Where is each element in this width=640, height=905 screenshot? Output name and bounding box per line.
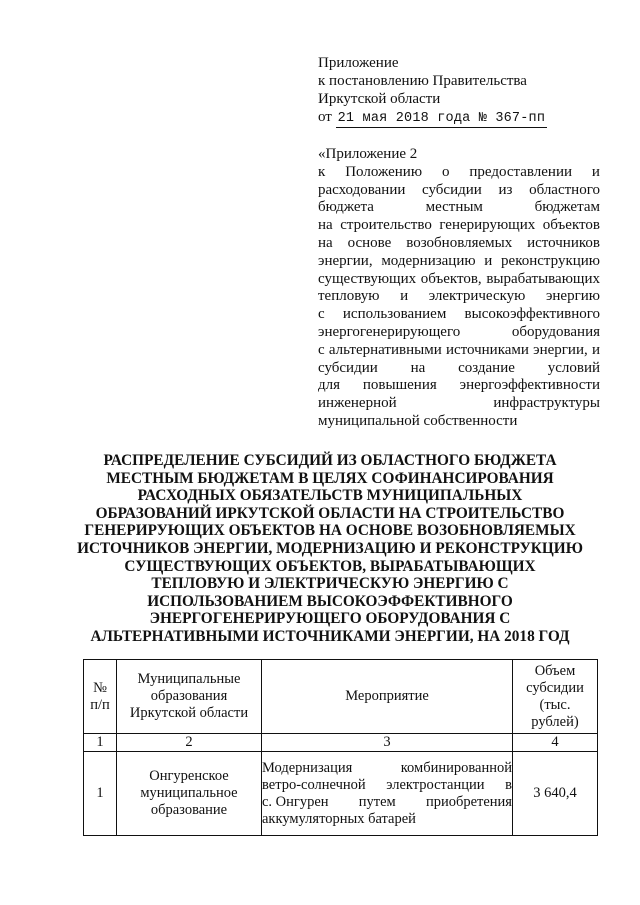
measure-word: ветро-солнечной	[262, 776, 366, 793]
appendix-word: объектов	[542, 217, 600, 234]
row-num: 1	[84, 752, 117, 836]
header-amount-line: (тыс.	[539, 696, 571, 713]
appendix-word: Положению	[345, 163, 423, 180]
appendix-word: объектов,	[420, 270, 482, 287]
approval-date-typed: 21 мая 2018 года № 367-пп	[337, 111, 546, 126]
appendix-word: источников	[527, 234, 600, 251]
appendix-word: бюджетам	[534, 199, 600, 216]
appendix-word: субсидии	[422, 181, 482, 198]
header-municipality	[117, 660, 262, 734]
column-number-row	[84, 734, 598, 752]
appendix-word: модернизацию	[381, 252, 476, 269]
appendix-word: альтернативными	[328, 341, 442, 358]
document-title	[60, 452, 600, 646]
measure-word: путем	[358, 793, 396, 810]
appendix-word: возобновляемых	[406, 234, 513, 251]
appendix-word: на	[410, 359, 426, 376]
appendix-word: существующих	[318, 270, 417, 287]
appendix-word: высокоэффективного	[464, 306, 600, 323]
appendix-line	[318, 288, 600, 306]
appendix-word: на	[318, 217, 333, 234]
appendix-word: инженерной	[318, 395, 397, 412]
title-line: ИСТОЧНИКОВ ЭНЕРГИИ, МОДЕРНИЗАЦИЮ И РЕКОНСТРУКЦИЮ	[77, 539, 583, 557]
appendix-word: о	[441, 163, 450, 180]
appendix-word: и	[484, 252, 493, 269]
header-num	[84, 660, 117, 734]
header-municipality-line: Иркутской области	[129, 705, 249, 721]
title-line: ЭНЕРГОГЕНЕРИРУЮЩЕГО ОБОРУДОВАНИЯ С	[149, 610, 511, 628]
approval-line-2: к постановлению Правительства	[318, 73, 527, 89]
appendix-word: энергию	[545, 288, 600, 305]
appendix-line	[318, 271, 600, 289]
appendix-word: генерирующих	[439, 217, 536, 234]
appendix-line	[318, 413, 600, 431]
appendix-line	[318, 235, 600, 253]
row-amount: 3 640,4	[513, 752, 598, 836]
appendix-word: местным	[425, 199, 483, 216]
measure-word: Модернизация	[262, 759, 353, 776]
appendix-word: областного	[529, 181, 600, 198]
appendix-line	[318, 360, 600, 378]
title-line: ОБРАЗОВАНИЙ ИРКУТСКОЙ ОБЛАСТИ НА СТРОИТЕЛЬСТВО	[95, 504, 565, 522]
appendix-word: повышения	[362, 377, 437, 394]
appendix-word: муниципальной собственности	[318, 412, 518, 429]
appendix-line	[318, 146, 600, 164]
approval-date-line	[318, 108, 598, 128]
appendix-line	[318, 342, 600, 360]
measure-word: аккумуляторных батарей	[262, 810, 416, 827]
approval-block	[318, 54, 598, 128]
appendix-word: энергоэффективности	[459, 377, 600, 394]
appendix-word: «Приложение 2	[318, 146, 418, 162]
header-amount-line: рублей)	[531, 713, 579, 730]
measure-word: в	[505, 776, 512, 793]
column-number: 3	[262, 734, 513, 752]
measure-word: комбинированной	[400, 759, 512, 776]
appendix-word: использованием	[342, 306, 447, 323]
appendix-word: тепловую	[318, 288, 380, 305]
appendix-word: вырабатывающих	[486, 270, 600, 287]
appendix-line	[318, 324, 600, 342]
row-municipality-line: муниципальное	[140, 785, 238, 801]
title-line: МЕСТНЫМ БЮДЖЕТАМ В ЦЕЛЯХ СОФИНАНСИРОВАНИЯ	[106, 469, 554, 487]
appendix-line	[318, 199, 600, 217]
appendix-word: и	[400, 288, 409, 305]
appendix-word: реконструкцию	[501, 252, 600, 269]
title-line: ТЕПЛОВУЮ И ЭЛЕКТРИЧЕСКУЮ ЭНЕРГИЮ С	[151, 575, 509, 593]
appendix-word: с	[318, 341, 325, 358]
header-num-line: №	[93, 679, 107, 696]
appendix-line	[318, 395, 600, 413]
header-municipality-line: образования	[150, 688, 228, 704]
row-municipality-line: Онгуренское	[149, 768, 229, 784]
appendix-word: оборудования	[511, 323, 600, 340]
column-number: 1	[84, 734, 117, 752]
header-amount	[513, 660, 598, 734]
approval-date-prefix: от	[318, 109, 332, 125]
column-number: 4	[513, 734, 598, 752]
measure-word: с. Онгурен	[262, 793, 329, 810]
title-line: АЛЬТЕРНАТИВНЫМИ ИСТОЧНИКАМИ ЭНЕРГИИ, НА 2018 ГОД	[90, 627, 570, 645]
appendix-word: с	[318, 306, 325, 323]
appendix-word: энергогенерирующего	[318, 323, 461, 340]
header-amount-line: Объем	[534, 662, 576, 679]
appendix-word: к	[318, 163, 326, 180]
appendix-word: источниками	[445, 341, 529, 358]
measure-word: электростанции	[386, 776, 485, 793]
header-measure: Мероприятие	[262, 660, 513, 734]
appendix-word: субсидии	[318, 359, 378, 376]
appendix-word: основе	[347, 234, 392, 251]
appendix-word: на	[318, 234, 333, 251]
title-line: РАСПРЕДЕЛЕНИЕ СУБСИДИЙ ИЗ ОБЛАСТНОГО БЮДЖЕТА	[103, 452, 557, 469]
column-number: 2	[117, 734, 262, 752]
measure-line	[262, 760, 512, 777]
appendix-line	[318, 377, 600, 395]
title-line: СУЩЕСТВУЮЩИХ ОБЪЕКТОВ, ВЫРАБАТЫВАЮЩИХ	[124, 557, 536, 575]
appendix-word: из	[498, 181, 513, 198]
appendix-word: инфраструктуры	[493, 395, 600, 412]
appendix-word: энергии,	[318, 252, 373, 269]
header-municipality-line: Муниципальные	[137, 671, 241, 687]
appendix-word: расходовании	[318, 181, 406, 198]
row-municipality-line: образование	[150, 802, 228, 818]
appendix-block	[318, 146, 600, 431]
appendix-line	[318, 217, 600, 235]
appendix-line	[318, 164, 600, 182]
appendix-word: предоставлении	[469, 163, 573, 180]
row-municipality	[117, 752, 262, 836]
appendix-line	[318, 306, 600, 324]
header-num-line: п/п	[90, 696, 110, 713]
appendix-line	[318, 253, 600, 271]
measure-word: приобретения	[425, 793, 512, 810]
title-line: ИСПОЛЬЗОВАНИЕМ ВЫСОКОЭФФЕКТИВНОГО	[147, 592, 513, 610]
row-measure	[262, 752, 513, 836]
appendix-word: энергии,	[533, 341, 588, 358]
table-row	[84, 752, 598, 836]
measure-line	[262, 794, 512, 811]
appendix-word: для	[318, 377, 341, 394]
title-line: РАСХОДНЫХ ОБЯЗАТЕЛЬСТВ МУНИЦИПАЛЬНЫХ	[137, 487, 523, 505]
appendix-word: и	[591, 341, 600, 358]
approval-line-3: Иркутской области	[318, 91, 441, 107]
table-header-row	[84, 660, 598, 734]
approval-line-1: Приложение	[318, 55, 399, 71]
appendix-word: электрическую	[428, 288, 526, 305]
measure-line	[262, 777, 512, 794]
appendix-word: строительство	[340, 217, 432, 234]
appendix-word: бюджета	[318, 199, 374, 216]
appendix-word: и	[591, 163, 600, 180]
appendix-word: условий	[547, 359, 600, 376]
appendix-word: создание	[458, 359, 515, 376]
appendix-line	[318, 182, 600, 200]
title-line: ГЕНЕРИРУЮЩИХ ОБЪЕКТОВ НА ОСНОВЕ ВОЗОБНОВЛЯЕМЫХ	[84, 522, 576, 540]
measure-line	[262, 811, 512, 828]
header-amount-line: субсидии	[526, 679, 584, 696]
subsidy-table	[83, 659, 598, 836]
